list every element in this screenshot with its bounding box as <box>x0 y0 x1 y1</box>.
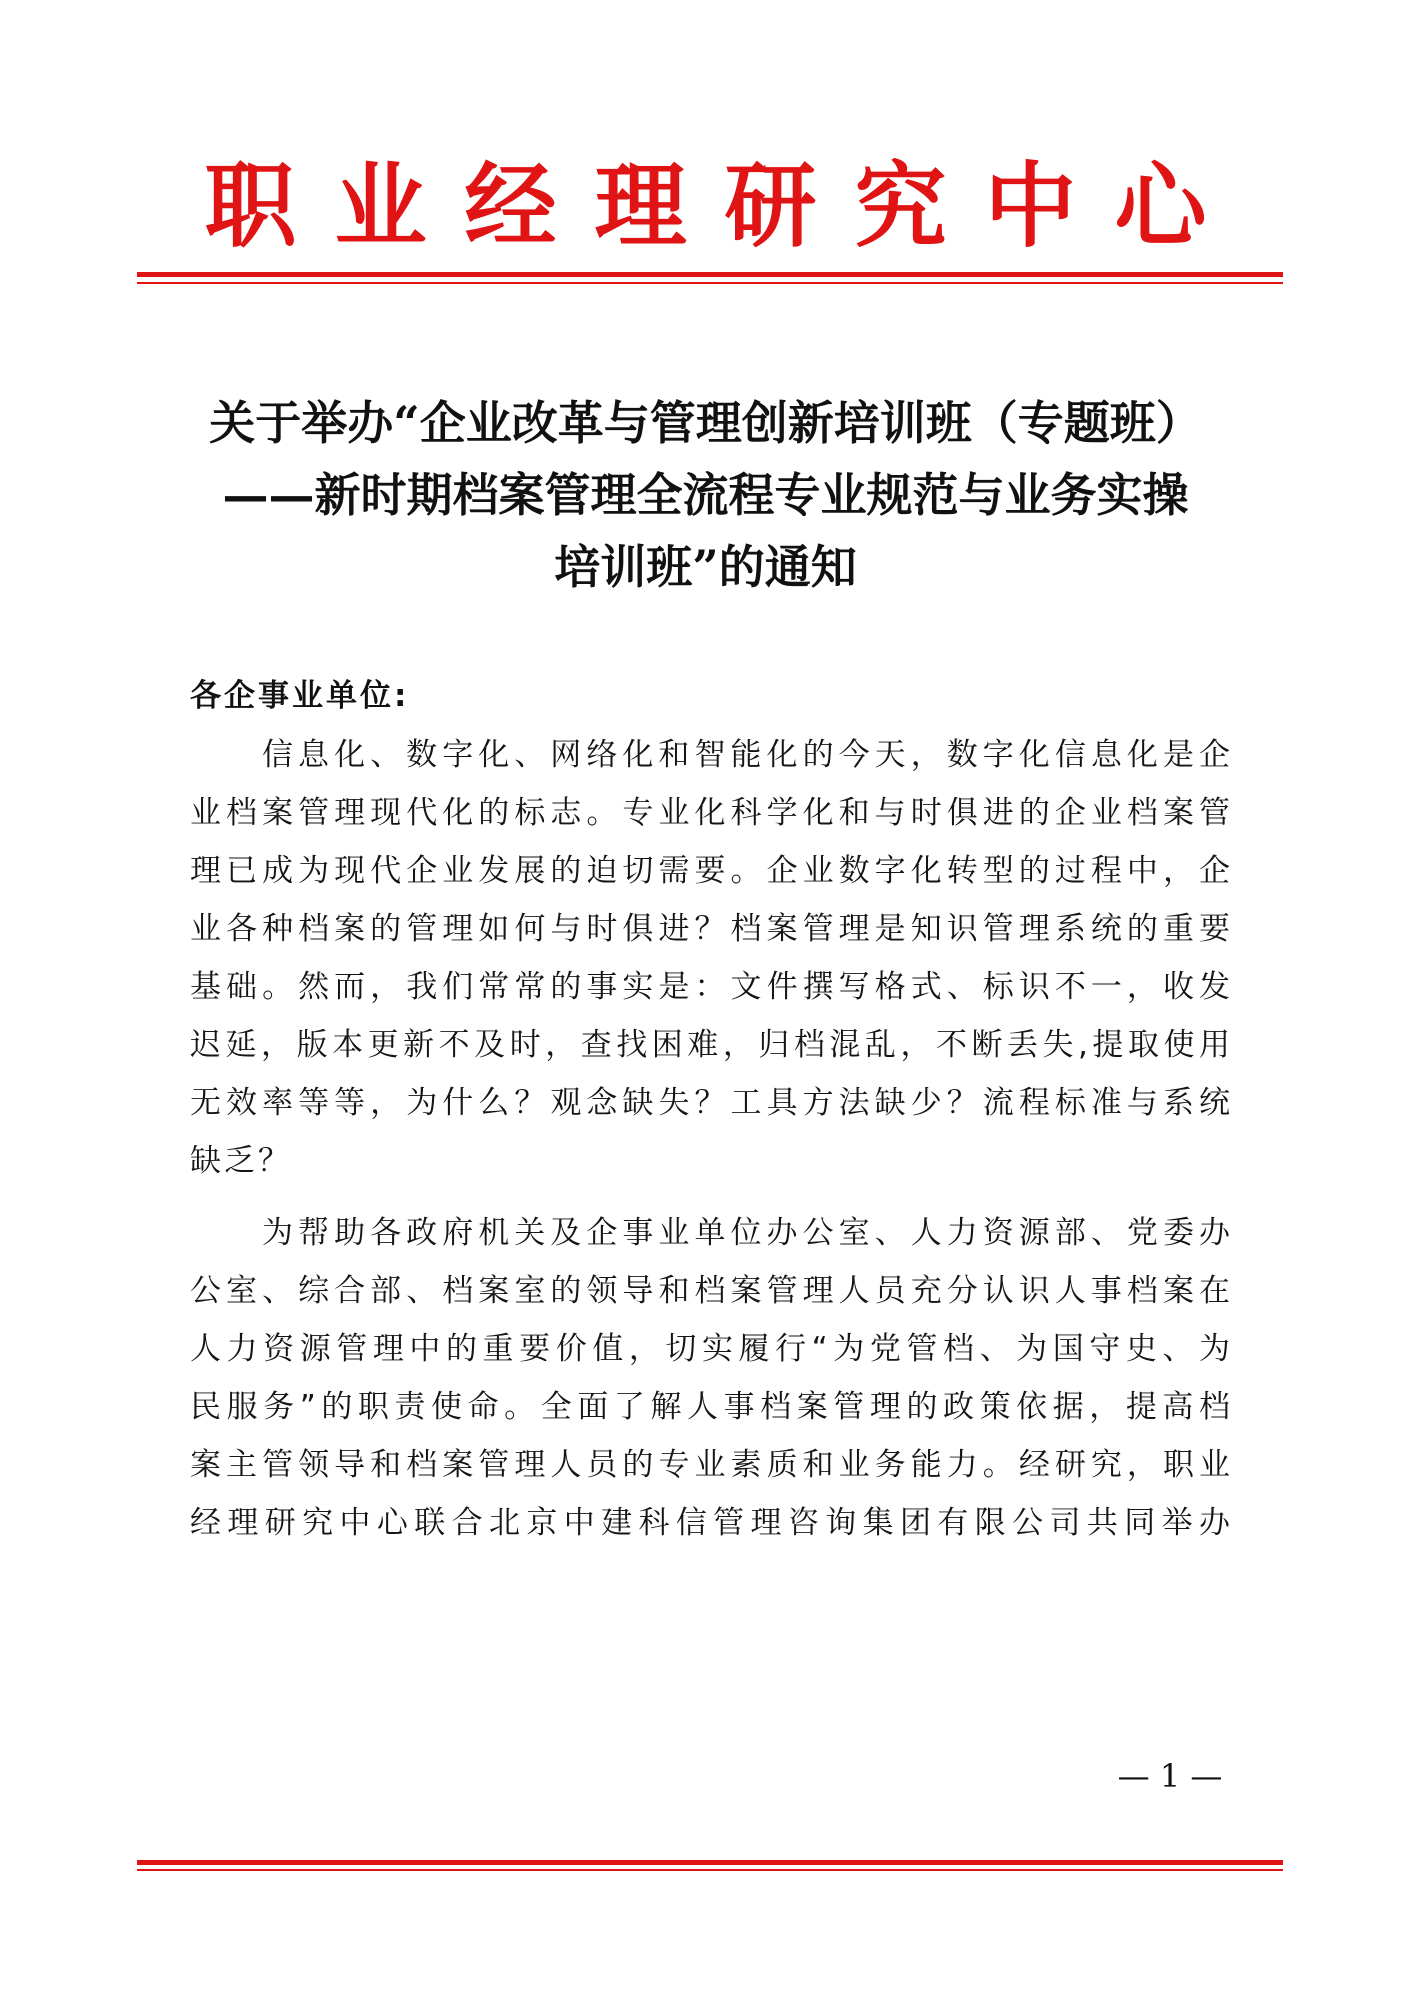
paragraph-2-line: 经理研究中心联合北京中建科信管理咨询集团有限公司共同举办 <box>190 1505 1230 1541</box>
salutation: 各企事业单位: <box>190 678 410 714</box>
paragraph-1-line: 业各种档案的管理如何与时俱进？档案管理是知识管理系统的重要 <box>190 911 1230 947</box>
header-rule-thick <box>137 272 1283 277</box>
paragraph-2-line: 人力资源管理中的重要价值，切实履行“为党管档、为国守史、为 <box>190 1331 1230 1367</box>
paragraph-2-line: 为帮助各政府机关及企事业单位办公室、人力资源部、党委办 <box>262 1215 1230 1251</box>
paragraph-1-line: 迟延，版本更新不及时，查找困难，归档混乱，不断丢失,提取使用 <box>190 1027 1230 1063</box>
document-title-line-2: ——新时期档案管理全流程专业规范与业务实操 <box>222 468 1189 522</box>
header-rule-thin <box>137 282 1283 284</box>
paragraph-1-line: 基础。然而，我们常常的事实是：文件撰写格式、标识不一，收发 <box>190 969 1230 1005</box>
footer-rule-thick <box>137 1860 1283 1865</box>
paragraph-2-line: 民服务”的职责使命。全面了解人事档案管理的政策依据，提高档 <box>190 1389 1230 1425</box>
paragraph-1-line: 无效率等等，为什么？观念缺失？工具方法缺少？流程标准与系统 <box>190 1085 1230 1121</box>
page-number: — 1 — <box>1117 1757 1223 1795</box>
paragraph-2-line: 案主管领导和档案管理人员的专业素质和业务能力。经研究，职业 <box>190 1447 1230 1483</box>
paragraph-2-line: 公室、综合部、档案室的领导和档案管理人员充分认识人事档案在 <box>190 1273 1230 1309</box>
paragraph-1-line: 缺乏？ <box>190 1143 292 1179</box>
organization-masthead: 职业经理研究中心 <box>204 152 1245 260</box>
footer-rule-thin <box>137 1869 1283 1871</box>
document-title-line-3: 培训班”的通知 <box>554 540 857 594</box>
document-title-line-1: 关于举办“企业改革与管理创新培训班（专题班） <box>209 396 1202 450</box>
paragraph-1-line: 业档案管理现代化的标志。专业化科学化和与时俱进的企业档案管 <box>190 795 1230 831</box>
paragraph-1-line: 理已成为现代企业发展的迫切需要。企业数字化转型的过程中，企 <box>190 853 1230 889</box>
paragraph-1-line: 信息化、数字化、网络化和智能化的今天，数字化信息化是企 <box>262 737 1230 773</box>
